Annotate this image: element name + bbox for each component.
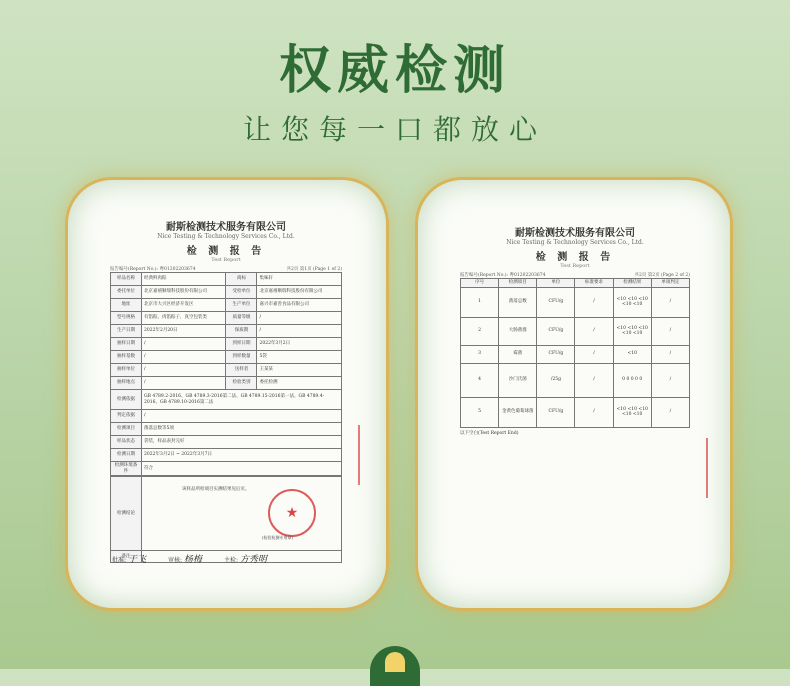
report-end-note: 以下空白(Test Report End)	[460, 430, 519, 436]
table-cell: 霉菌	[499, 345, 537, 363]
report-company-en: Nice Testing & Technology Services Co., Ltd.	[157, 233, 295, 240]
table-row	[111, 449, 342, 462]
report-company-en: Nice Testing & Technology Services Co., Ltd.	[506, 239, 644, 246]
field-label: 到样数量	[226, 351, 257, 364]
table-row	[111, 377, 342, 390]
field-value: 王某某	[257, 364, 342, 377]
table-cell: /	[651, 363, 689, 397]
tested-label: 主检:	[223, 557, 238, 564]
field-label: 检测项目	[111, 423, 142, 436]
table-cell: 金黄色葡萄球菌	[499, 397, 537, 427]
field-value: 集味轩	[257, 273, 342, 286]
field-value: 嘉兴市嘉善食品有限公司	[257, 299, 342, 312]
red-seal-stamp: ★	[268, 489, 316, 537]
conclusion-cell	[142, 477, 342, 551]
table-row	[111, 351, 342, 364]
report-title: 检 测 报 告	[535, 252, 615, 263]
field-value: 符合	[142, 462, 342, 476]
field-value: 北京嘉禧顺瑞科技股份有限公司	[142, 286, 226, 299]
field-label: 判定依据	[111, 410, 142, 423]
table-cell: CFU/g	[537, 397, 575, 427]
field-value: /	[257, 312, 342, 325]
field-label: 检验类别	[226, 377, 257, 390]
table-cell: 5	[461, 397, 499, 427]
conclusion-text: 该样品所检项目实测结果见后页。	[182, 487, 250, 493]
field-label: 委托单位	[111, 286, 142, 299]
table-cell: 0 0 0 0 0	[613, 363, 651, 397]
table-row	[111, 286, 342, 299]
field-value: 北京嘉禧顺瑞科技股份有限公司	[257, 286, 342, 299]
table-cell: /	[651, 345, 689, 363]
table-cell: CFU/g	[537, 345, 575, 363]
field-label: 检测依据	[111, 390, 142, 410]
table-cell: 菌落总数	[499, 287, 537, 317]
table-row	[461, 397, 690, 427]
table-row	[111, 410, 342, 423]
bottom-decoration-inner	[385, 652, 405, 672]
report-company: 耐斯检测技术服务有限公司	[515, 228, 635, 239]
column-header: 单项判定	[651, 279, 689, 288]
page-title: 权威检测	[278, 41, 511, 101]
test-results-table	[460, 278, 690, 428]
report-frame-right	[418, 180, 730, 608]
table-cell: CFU/g	[537, 317, 575, 345]
table-cell: CFU/g	[537, 287, 575, 317]
table-cell: /	[575, 397, 613, 427]
field-label: 生产单位	[226, 299, 257, 312]
page-subtitle: 让您每一口都放心	[242, 113, 547, 146]
table-cell: /	[575, 317, 613, 345]
column-header: 标准要求	[575, 279, 613, 288]
field-label: 受检单位	[226, 286, 257, 299]
report-page-number: 共2页 第2页 (Page 2 of 2)	[634, 273, 690, 278]
report-conclusion-table	[110, 476, 342, 563]
table-header-row	[461, 279, 690, 288]
report-info-table	[110, 272, 342, 476]
table-cell: <10	[613, 345, 651, 363]
report-title-en: Test Report	[211, 257, 241, 263]
field-label: 质量等级	[226, 312, 257, 325]
table-row	[461, 363, 690, 397]
field-value: 2022年3月2日 ~ 2022年3月7日	[142, 449, 342, 462]
column-header: 单位	[537, 279, 575, 288]
table-cell: /	[575, 363, 613, 397]
table-cell: 4	[461, 363, 499, 397]
table-cell: <10 <10 <10 <10 <10	[613, 317, 651, 345]
table-cell: /	[651, 397, 689, 427]
field-label: 样品名称	[111, 273, 142, 286]
field-label: 检测日期	[111, 449, 142, 462]
report-number: 报告编号(Report No.): 粤01202203674	[460, 273, 546, 278]
tested-signature: 方秀明	[239, 555, 267, 565]
table-row	[111, 436, 342, 449]
table-row	[111, 338, 342, 351]
table-cell: /	[651, 317, 689, 345]
reviewed-signature: 杨梅	[183, 555, 202, 565]
field-value: /	[142, 338, 226, 351]
report-frame-left	[68, 180, 386, 608]
side-seal-stamp	[706, 438, 722, 498]
table-cell: <10 <10 <10 <10 <10	[613, 397, 651, 427]
field-label: 地址	[111, 299, 142, 312]
table-cell: 2	[461, 317, 499, 345]
table-cell: 沙门氏菌	[499, 363, 537, 397]
approved-label: 批准:	[112, 557, 127, 564]
table-row	[111, 364, 342, 377]
report-page-2	[460, 224, 690, 436]
table-row	[111, 462, 342, 476]
field-label: 保质期	[226, 325, 257, 338]
field-value: 经典鲜肉粽	[142, 273, 226, 286]
table-cell: /	[651, 287, 689, 317]
field-value: 北京市大兴区经济开发区	[142, 299, 226, 312]
field-value: /	[142, 377, 226, 390]
field-label: 生产日期	[111, 325, 142, 338]
table-row	[111, 423, 342, 436]
table-cell: 大肠菌群	[499, 317, 537, 345]
report-company: 耐斯检测技术服务有限公司	[166, 222, 286, 233]
field-label: 抽样地点	[111, 377, 142, 390]
field-value: 委托检测	[257, 377, 342, 390]
field-value: /	[142, 351, 226, 364]
table-row	[111, 325, 342, 338]
field-value: /	[257, 325, 342, 338]
field-label: 抽样日期	[111, 338, 142, 351]
table-cell: /	[575, 287, 613, 317]
table-row	[461, 287, 690, 317]
field-label: 送样者	[226, 364, 257, 377]
field-value: 有馅粽，肉馅粽子，真空包装类	[142, 312, 226, 325]
field-value: 5袋	[257, 351, 342, 364]
field-value: /	[142, 410, 342, 423]
field-value: 菌落总数等5项	[142, 423, 342, 436]
field-label: 样品状态	[111, 436, 142, 449]
reviewed-label: 审核:	[167, 557, 182, 564]
report-page-1	[110, 218, 342, 563]
remark-label: 备注	[111, 551, 142, 563]
field-label: 抽样单位	[111, 364, 142, 377]
field-value: 2022年3月2日	[257, 338, 342, 351]
side-seal-stamp	[358, 425, 374, 485]
table-cell: <10 <10 <10 <10 <10	[613, 287, 651, 317]
field-label: 检测环境条件	[111, 462, 142, 476]
field-value: 2022年2月20日	[142, 325, 226, 338]
table-cell: 1	[461, 287, 499, 317]
table-row	[111, 299, 342, 312]
approved-signature: 于飞	[127, 555, 146, 565]
conclusion-label: 检测结论	[111, 477, 142, 551]
table-row	[461, 317, 690, 345]
report-number: 报告编号(Report No.): 粤01202203674	[110, 267, 196, 272]
column-header: 检测结果	[613, 279, 651, 288]
field-label: 商标	[226, 273, 257, 286]
table-cell: /	[575, 345, 613, 363]
field-label: 抽样基数	[111, 351, 142, 364]
table-row	[111, 273, 342, 286]
table-row	[461, 345, 690, 363]
table-row	[111, 390, 342, 410]
report-page-number: 共2页 第1页 (Page 1 of 2)	[286, 267, 342, 272]
table-row	[111, 312, 342, 325]
table-cell: /25g	[537, 363, 575, 397]
report-title-en: Test Report	[560, 263, 590, 269]
field-value: /	[142, 364, 226, 377]
field-label: 到样日期	[226, 338, 257, 351]
field-value: GB 4789.2-2016、GB 4789.3-2016第二法、GB 4789.15-2016第一法、GB 4789.4-2016、GB 4789.10-2016第二法	[142, 390, 342, 410]
report-title: 检 测 报 告	[186, 246, 266, 257]
table-cell: 3	[461, 345, 499, 363]
signature-row	[112, 552, 267, 565]
stamp-note: (检验检测专用章)	[262, 535, 294, 541]
field-value: 袋装，样品表封完好	[142, 436, 342, 449]
column-header: 序号	[461, 279, 499, 288]
column-header: 检测项目	[499, 279, 537, 288]
field-label: 型号规格	[111, 312, 142, 325]
